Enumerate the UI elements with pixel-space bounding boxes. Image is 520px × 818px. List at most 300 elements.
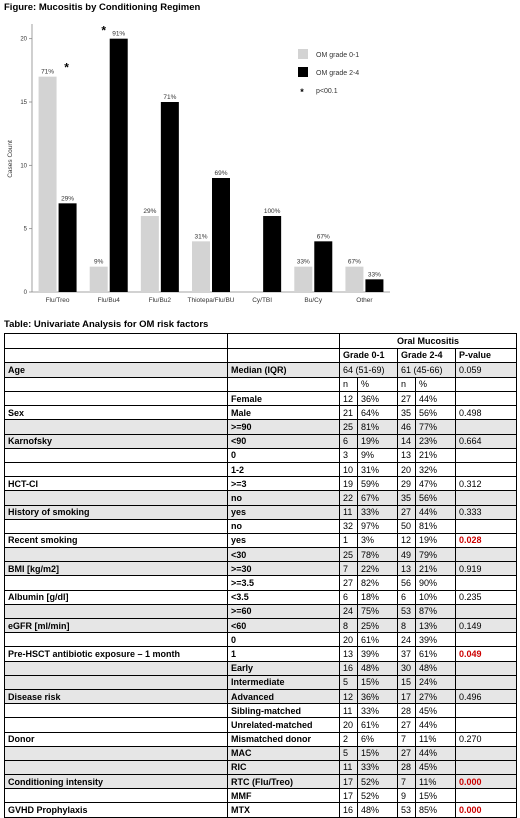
grade-0-1-n: 25 [340, 548, 358, 562]
grade-2-4-percent: 44% [416, 505, 456, 519]
group-label: History of smoking [5, 505, 228, 519]
grade-2-4-percent: 87% [416, 604, 456, 618]
grade-2-4-percent: 48% [416, 661, 456, 675]
grade-0-1-n: 2 [340, 732, 358, 746]
grade-0-1-n: 20 [340, 718, 358, 732]
group-label: HCT-CI [5, 477, 228, 491]
bar-value-label: 33% [296, 258, 310, 266]
grade-2-4-n: 27 [398, 746, 416, 760]
p-value: 0.919 [456, 562, 517, 576]
p-value: 0.312 [456, 477, 517, 491]
p-value [456, 519, 517, 533]
bar-grade-0-1 [90, 267, 108, 292]
p-value [456, 746, 517, 760]
table-row [5, 434, 517, 448]
grade-2-4-percent: 44% [416, 746, 456, 760]
grade-0-1-n: 25 [340, 420, 358, 434]
grade-0-1-n: 22 [340, 491, 358, 505]
category-label: no [228, 519, 340, 533]
group-label [5, 789, 228, 803]
grade-2-4-percent: 44% [416, 718, 456, 732]
category-label: Early [228, 661, 340, 675]
table-row [5, 803, 517, 817]
figure-title: Figure: Mucositis by Conditioning Regimen [4, 2, 201, 13]
y-axis-label: Cases Count [7, 140, 14, 178]
p-value [456, 420, 517, 434]
grade-0-1-percent: 22% [358, 562, 398, 576]
grade-2-4-n: 49 [398, 548, 416, 562]
category-label: yes [228, 505, 340, 519]
group-label [5, 675, 228, 689]
grade-2-4-n: 27 [398, 505, 416, 519]
grade-0-1-percent: 6% [358, 732, 398, 746]
p-value: 0.049 [456, 647, 517, 661]
x-tick-label: Flu/Treo [45, 297, 70, 304]
y-tick-label: 10 [20, 163, 27, 170]
grade-0-1-n: 20 [340, 633, 358, 647]
p-value [456, 392, 517, 406]
category-label: yes [228, 533, 340, 547]
grade-2-4-percent: 81% [416, 519, 456, 533]
group-label [5, 718, 228, 732]
p-value [456, 548, 517, 562]
bar-grade-2-4 [212, 178, 230, 292]
p-value [456, 604, 517, 618]
p-value: 0.333 [456, 505, 517, 519]
table-row [5, 689, 517, 703]
grade-0-1-n: 27 [340, 576, 358, 590]
category-label: RTC (Flu/Treo) [228, 775, 340, 789]
grade-0-1-percent: 61% [358, 633, 398, 647]
table-row [5, 576, 517, 590]
group-label [5, 548, 228, 562]
y-tick-label: 5 [23, 226, 27, 233]
bar-grade-2-4 [161, 102, 179, 292]
grade-2-4-header: Grade 2-4 [398, 348, 456, 363]
p-value [456, 675, 517, 689]
legend-swatch [298, 49, 308, 59]
legend-label: OM grade 0-1 [316, 52, 360, 59]
grade-2-4-n: 27 [398, 392, 416, 406]
table-row [5, 661, 517, 675]
grade-0-1-n: 6 [340, 434, 358, 448]
grade-0-1-n: 16 [340, 803, 358, 817]
grade-0-1-n: 11 [340, 760, 358, 774]
p-value [456, 462, 517, 476]
category-label: <90 [228, 434, 340, 448]
x-tick-label: Flu/Bu2 [148, 297, 172, 304]
grade-2-4-percent: 21% [416, 562, 456, 576]
grade-0-1-n: 17 [340, 789, 358, 803]
grade-2-4-n: 8 [398, 619, 416, 633]
table-row [5, 704, 517, 718]
grade-0-1-n: 16 [340, 661, 358, 675]
bar-grade-0-1 [39, 77, 57, 292]
grade-2-4-n: 46 [398, 420, 416, 434]
grade-2-4-n: 35 [398, 491, 416, 505]
grade-2-4-n: 20 [398, 462, 416, 476]
header-empty-cell [5, 348, 228, 363]
grade-2-4-percent: 85% [416, 803, 456, 817]
table-row [5, 718, 517, 732]
group-label [5, 746, 228, 760]
category-label: <60 [228, 619, 340, 633]
group-label: Recent smoking [5, 533, 228, 547]
header-empty-cell [228, 348, 340, 363]
category-label: RIC [228, 760, 340, 774]
grade-0-1-percent: 81% [358, 420, 398, 434]
bar-value-label: 67% [347, 258, 361, 266]
table-row [5, 548, 517, 562]
grade-0-1-n: 10 [340, 462, 358, 476]
p-value [456, 491, 517, 505]
bar-value-label: 31% [194, 233, 208, 241]
legend-swatch [298, 67, 308, 77]
grade-2-4-percent: 90% [416, 576, 456, 590]
bar-value-label: 71% [163, 94, 177, 101]
grade-2-4-percent: 11% [416, 775, 456, 789]
group-label [5, 633, 228, 647]
grade-0-1-n: 11 [340, 505, 358, 519]
grade-0-1-percent: 61% [358, 718, 398, 732]
p-value: 0.235 [456, 590, 517, 604]
group-label [5, 448, 228, 462]
category-label: MMF [228, 789, 340, 803]
table-row [5, 633, 517, 647]
category-label: 0 [228, 448, 340, 462]
grade-0-1-n: 32 [340, 519, 358, 533]
grade-2-4-n: 7 [398, 732, 416, 746]
category-label: >=3 [228, 477, 340, 491]
grade-2-4-n: 30 [398, 661, 416, 675]
grade-0-1-percent: 59% [358, 477, 398, 491]
group-label [5, 392, 228, 406]
category-label: <30 [228, 548, 340, 562]
table-row [5, 448, 517, 462]
grade-0-1-percent: 82% [358, 576, 398, 590]
grade-0-1-n: 13 [340, 647, 358, 661]
p-value-header: P-value [456, 348, 517, 363]
y-tick-label: 15 [20, 100, 27, 106]
category-label: <3.5 [228, 590, 340, 604]
table-row [5, 406, 517, 420]
grade-2-4-percent: 61% [416, 647, 456, 661]
table-row [5, 675, 517, 689]
group-label [5, 519, 228, 533]
n-percent-row [5, 377, 517, 392]
grade-0-1-percent: 31% [358, 462, 398, 476]
p-value [456, 704, 517, 718]
grade-2-4-n: 7 [398, 775, 416, 789]
grade-2-4-percent: 77% [416, 420, 456, 434]
grade-2-4-n: 50 [398, 519, 416, 533]
grade-0-1-percent: 36% [358, 392, 398, 406]
grade-2-4-n: 29 [398, 477, 416, 491]
empty-cell [5, 377, 228, 392]
x-tick-label: Flu/Bu4 [97, 297, 120, 304]
grade-0-1-percent: 33% [358, 505, 398, 519]
grade-2-4-n: 9 [398, 789, 416, 803]
group-label: BMI [kg/m2] [5, 562, 228, 576]
grade-2-4-n: 27 [398, 718, 416, 732]
table-row [5, 647, 517, 661]
n-header: n [340, 377, 358, 392]
grade-0-1-percent: 15% [358, 675, 398, 689]
grade-0-1-n: 3 [340, 448, 358, 462]
group-label [5, 576, 228, 590]
grade-0-1-percent: 9% [358, 448, 398, 462]
group-label: Albumin [g/dl] [5, 590, 228, 604]
group-label [5, 420, 228, 434]
table-row [5, 760, 517, 774]
grade-0-1-n: 12 [340, 392, 358, 406]
bar-value-label: 33% [367, 271, 381, 279]
bar-grade-0-1 [345, 267, 363, 292]
group-label: GVHD Prophylaxis [5, 803, 228, 817]
p-value: 0.028 [456, 533, 517, 547]
bar-grade-2-4 [314, 241, 332, 292]
group-label [5, 491, 228, 505]
category-label: Sibling-matched [228, 704, 340, 718]
category-label: Mismatched donor [228, 732, 340, 746]
table-row [5, 619, 517, 633]
table-row [5, 420, 517, 434]
grade-2-4-percent: 27% [416, 689, 456, 703]
grade-0-1-percent: 52% [358, 775, 398, 789]
grade-0-1-percent: 75% [358, 604, 398, 618]
bar-grade-0-1 [141, 216, 159, 292]
p-value: 0.664 [456, 434, 517, 448]
table-title: Table: Univariate Analysis for OM risk factors [4, 319, 209, 330]
empty-cell [456, 377, 517, 392]
grade-0-1-percent: 67% [358, 491, 398, 505]
legend-label: p<00.1 [316, 88, 338, 95]
grade-0-1-percent: 39% [358, 647, 398, 661]
grade-2-4-percent: 32% [416, 462, 456, 476]
table-row [5, 746, 517, 760]
age-stat-label: Median (IQR) [228, 363, 340, 378]
p-value: 0.498 [456, 406, 517, 420]
grade-0-1-percent: 48% [358, 661, 398, 675]
grade-0-1-n: 11 [340, 704, 358, 718]
n-header: n [398, 377, 416, 392]
age-p-value: 0.059 [456, 363, 517, 378]
grade-2-4-percent: 24% [416, 675, 456, 689]
grade-2-4-percent: 47% [416, 477, 456, 491]
p-value: 0.496 [456, 689, 517, 703]
x-tick-label: Bu/Cy [304, 297, 323, 304]
grade-2-4-n: 15 [398, 675, 416, 689]
mucositis-bar-chart [0, 12, 520, 314]
grade-2-4-percent: 21% [416, 448, 456, 462]
p-value [456, 760, 517, 774]
y-tick-label: 20 [20, 36, 27, 43]
group-label [5, 760, 228, 774]
category-label: MTX [228, 803, 340, 817]
bar-value-label: 71% [41, 68, 55, 76]
category-label: >=60 [228, 604, 340, 618]
grade-0-1-n: 24 [340, 604, 358, 618]
x-tick-label: Thiotepa/Flu/BU [187, 297, 235, 304]
y-tick-label: 0 [23, 290, 27, 296]
bar-grade-0-1 [294, 267, 312, 292]
p-value [456, 789, 517, 803]
table-row [5, 477, 517, 491]
grade-2-4-percent: 56% [416, 406, 456, 420]
grade-0-1-n: 5 [340, 746, 358, 760]
om-risk-factor-table [4, 333, 517, 818]
category-label: 1-2 [228, 462, 340, 476]
significance-star: * [64, 60, 69, 75]
category-label: Intermediate [228, 675, 340, 689]
age-grade-0-1: 64 (51-69) [340, 363, 398, 378]
grade-0-1-n: 5 [340, 675, 358, 689]
grade-2-4-percent: 10% [416, 590, 456, 604]
grade-2-4-percent: 39% [416, 633, 456, 647]
age-grade-2-4: 61 (45-66) [398, 363, 456, 378]
category-label: Male [228, 406, 340, 420]
grade-0-1-percent: 64% [358, 406, 398, 420]
table-row [5, 775, 517, 789]
grade-0-1-percent: 78% [358, 548, 398, 562]
grade-2-4-percent: 44% [416, 392, 456, 406]
grade-2-4-n: 13 [398, 448, 416, 462]
grade-2-4-percent: 45% [416, 760, 456, 774]
p-value [456, 576, 517, 590]
grade-2-4-n: 24 [398, 633, 416, 647]
grade-2-4-n: 13 [398, 562, 416, 576]
table-row [5, 533, 517, 547]
group-label: Disease risk [5, 689, 228, 703]
category-label: Unrelated-matched [228, 718, 340, 732]
table-row [5, 519, 517, 533]
p-value: 0.000 [456, 803, 517, 817]
percent-header: % [416, 377, 456, 392]
grade-0-1-percent: 3% [358, 533, 398, 547]
table-row [5, 392, 517, 406]
grade-2-4-n: 37 [398, 647, 416, 661]
table-row [5, 590, 517, 604]
grade-2-4-n: 17 [398, 689, 416, 703]
p-value: 0.149 [456, 619, 517, 633]
group-label [5, 661, 228, 675]
grade-2-4-n: 56 [398, 576, 416, 590]
legend-star: * [300, 87, 304, 97]
legend-label: OM grade 2-4 [316, 70, 360, 77]
grade-0-1-percent: 33% [358, 704, 398, 718]
grade-0-1-n: 7 [340, 562, 358, 576]
grade-0-1-percent: 15% [358, 746, 398, 760]
grade-0-1-percent: 48% [358, 803, 398, 817]
category-label: 0 [228, 633, 340, 647]
bar-value-label: 9% [94, 258, 104, 266]
p-value [456, 633, 517, 647]
category-label: >=90 [228, 420, 340, 434]
grade-0-1-n: 6 [340, 590, 358, 604]
table-row [5, 732, 517, 746]
grade-0-1-percent: 97% [358, 519, 398, 533]
bar-grade-2-4 [59, 203, 77, 292]
grade-2-4-percent: 45% [416, 704, 456, 718]
age-label: Age [5, 363, 228, 378]
p-value [456, 718, 517, 732]
grade-2-4-n: 28 [398, 704, 416, 718]
grade-2-4-n: 28 [398, 760, 416, 774]
category-label: MAC [228, 746, 340, 760]
category-label: Female [228, 392, 340, 406]
age-row [5, 363, 517, 378]
grade-0-1-n: 1 [340, 533, 358, 547]
group-label: Karnofsky [5, 434, 228, 448]
p-value [456, 661, 517, 675]
oral-mucositis-header: Oral Mucositis [340, 334, 517, 349]
grade-2-4-n: 6 [398, 590, 416, 604]
grade-2-4-percent: 15% [416, 789, 456, 803]
group-label [5, 604, 228, 618]
group-label: eGFR [ml/min] [5, 619, 228, 633]
grade-0-1-percent: 18% [358, 590, 398, 604]
grade-2-4-percent: 11% [416, 732, 456, 746]
category-label: no [228, 491, 340, 505]
table-row [5, 462, 517, 476]
grade-0-1-n: 12 [340, 689, 358, 703]
bar-grade-2-4 [365, 279, 383, 292]
bar-value-label: 67% [316, 233, 330, 241]
grade-2-4-percent: 56% [416, 491, 456, 505]
significance-star: * [101, 23, 107, 38]
bar-value-label: 91% [112, 30, 126, 38]
p-value: 0.000 [456, 775, 517, 789]
bar-value-label: 100% [263, 208, 281, 215]
category-label: >=3.5 [228, 576, 340, 590]
bar-grade-2-4 [110, 39, 128, 292]
table-subheader-row [5, 348, 517, 363]
group-label [5, 704, 228, 718]
header-empty-cell [5, 334, 228, 349]
bar-grade-2-4 [263, 216, 281, 292]
table-row [5, 604, 517, 618]
grade-2-4-percent: 13% [416, 619, 456, 633]
header-empty-cell [228, 334, 340, 349]
percent-header: % [358, 377, 398, 392]
grade-2-4-n: 53 [398, 803, 416, 817]
grade-2-4-percent: 79% [416, 548, 456, 562]
grade-2-4-n: 53 [398, 604, 416, 618]
category-label: >=30 [228, 562, 340, 576]
bar-grade-0-1 [192, 241, 210, 292]
table-row [5, 491, 517, 505]
group-label [5, 462, 228, 476]
grade-0-1-percent: 52% [358, 789, 398, 803]
group-label: Donor [5, 732, 228, 746]
grade-0-1-n: 8 [340, 619, 358, 633]
bar-value-label: 29% [61, 195, 75, 203]
grade-2-4-percent: 19% [416, 533, 456, 547]
grade-2-4-percent: 23% [416, 434, 456, 448]
grade-2-4-n: 14 [398, 434, 416, 448]
grade-0-1-n: 17 [340, 775, 358, 789]
table-row [5, 562, 517, 576]
grade-0-1-percent: 19% [358, 434, 398, 448]
category-label: Advanced [228, 689, 340, 703]
x-tick-label: Other [356, 297, 373, 304]
empty-cell [228, 377, 340, 392]
grade-0-1-percent: 25% [358, 619, 398, 633]
group-label: Pre-HSCT antibiotic exposure – 1 month [5, 647, 228, 661]
table-header-row [5, 334, 517, 349]
bar-value-label: 29% [143, 208, 157, 215]
bar-value-label: 69% [214, 170, 228, 177]
